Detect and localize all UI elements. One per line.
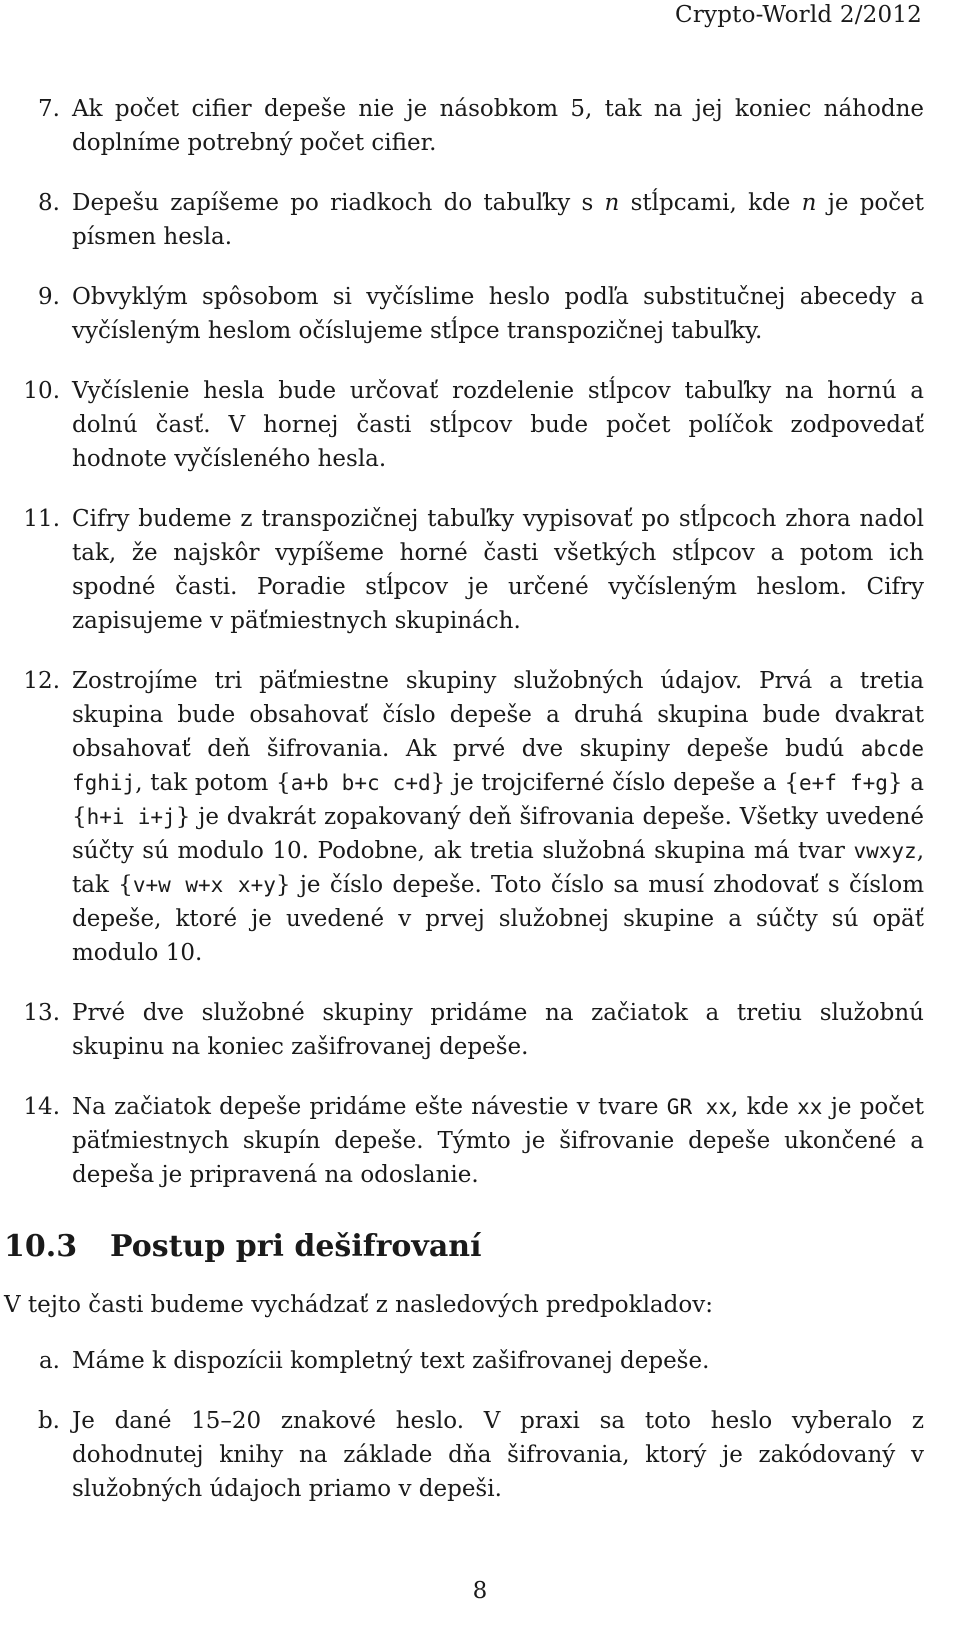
list-item <box>0 1090 960 1192</box>
code-text: abcde fghij <box>72 737 924 795</box>
section-intro: V tejto časti budeme vychádzať z nasledových predpokladov: <box>4 1292 713 1318</box>
section-10-3 <box>4 1224 934 1322</box>
list-item <box>0 996 960 1064</box>
item-text: } a { <box>72 770 924 830</box>
item-number: 7. <box>38 96 60 122</box>
assumption-item <box>0 1404 960 1506</box>
item-text: Je dané 15–20 znakové heslo. V praxi sa toto heslo vyberalo z dohodnutej knihy na základe dňa šifrovania, ktorý je zakódovaný v služobných údajoch priamo v depeši. <box>72 1408 924 1502</box>
code-text: v+w w+x x+y <box>132 873 276 897</box>
list-item <box>0 92 960 160</box>
list-item <box>0 186 960 254</box>
code-text: GR xx <box>666 1095 731 1119</box>
item-text: Cifry budeme z transpozičnej tabuľky vypisovať po stĺpcoch zhora nadol tak, že najskôr vypíšeme horné časti všetkých stĺpcov a potom ich spodné časti. Poradie stĺpcov je určené vyčísleným heslom. Cifry zapisujeme v päťmiestnych skupinách. <box>72 506 924 634</box>
item-text: , tak potom { <box>135 770 291 796</box>
item-number: 13. <box>23 1000 60 1026</box>
numbered-procedure-list <box>0 92 960 1218</box>
list-item <box>0 664 960 970</box>
list-item <box>0 374 960 476</box>
item-letter: b. <box>37 1408 60 1434</box>
item-text: stĺpcami, kde <box>619 190 802 216</box>
item-number: 9. <box>38 284 60 310</box>
list-item <box>0 502 960 638</box>
item-text: je počet päťmiestnych skupín depeše. Týmto je šifrovanie depeše ukončené a depeša je pripravená na odoslanie. <box>72 1094 925 1188</box>
section-title: Postup pri dešifrovaní <box>110 1229 482 1264</box>
assumption-list <box>0 1344 960 1532</box>
code-text: vwxyz <box>853 839 917 863</box>
item-text: , kde <box>730 1094 798 1120</box>
item-number: 10. <box>23 378 60 404</box>
item-text: Prvé dve služobné skupiny pridáme na začiatok a tretiu služobnú skupinu na koniec zašifrovanej depeše. <box>72 1000 924 1060</box>
code-text: xx <box>797 1095 823 1119</box>
item-text: Obvyklým spôsobom si vyčíslime heslo podľa substitučnej abecedy a vyčísleným heslom očíslujeme stĺpce transpozičnej tabuľky. <box>72 284 924 344</box>
item-text: Na začiatok depeše pridáme ešte návestie v tvare <box>72 1094 667 1120</box>
item-number: 12. <box>23 668 60 694</box>
code-text: e+f f+g <box>799 771 888 795</box>
item-number: 11. <box>23 506 60 532</box>
item-text: } je trojciferné číslo depeše a { <box>430 770 799 796</box>
page-number: 8 <box>472 1578 488 1604</box>
math-variable: n <box>604 190 620 216</box>
code-text: h+i i+j <box>86 805 176 829</box>
item-text: Zostrojíme tri päťmiestne skupiny služobných údajov. Prvá a tretia skupina bude obsahovať číslo depeše a druhá skupina bude dvakrat obsahovať deň šifrovania. Ak prvé dve skupiny depeše budú <box>72 668 924 762</box>
item-number: 14. <box>23 1094 60 1120</box>
item-text: } je číslo depeše. Toto číslo sa musí zhodovať s číslom depeše, ktoré je uvedené v prvej služobnej skupine a súčty sú opäť modulo 10. <box>72 872 925 966</box>
item-text: , tak { <box>72 838 924 898</box>
item-text: } je dvakrát zopakovaný deň šifrovania depeše. Všetky uvedené súčty sú modulo 10. Podobne, ak tretia služobná skupina má tvar <box>72 804 924 864</box>
section-heading <box>4 1224 934 1270</box>
section-number: 10.3 <box>4 1229 78 1264</box>
item-text: Máme k dispozícii kompletný text zašifrovanej depeše. <box>72 1348 710 1374</box>
item-text: Ak počet cifier depeše nie je násobkom 5, tak na jej koniec náhodne doplníme potrebný počet cifier. <box>72 96 924 156</box>
running-header: Crypto-World 2/2012 <box>675 2 922 28</box>
item-text: je počet písmen hesla. <box>72 190 924 250</box>
list-item <box>0 280 960 348</box>
math-variable: n <box>801 190 817 216</box>
item-text: Vyčíslenie hesla bude určovať rozdelenie stĺpcov tabuľky na hornú a dolnú časť. V hornej časti stĺpcov bude počet políčok zodpovedať hodnote vyčísleného hesla. <box>72 378 924 472</box>
item-number: 8. <box>38 190 60 216</box>
item-letter: a. <box>38 1348 60 1374</box>
item-text: Depešu zapíšeme po riadkoch do tabuľky s <box>72 190 605 216</box>
assumption-item <box>0 1344 960 1378</box>
code-text: a+b b+c c+d <box>290 771 431 795</box>
